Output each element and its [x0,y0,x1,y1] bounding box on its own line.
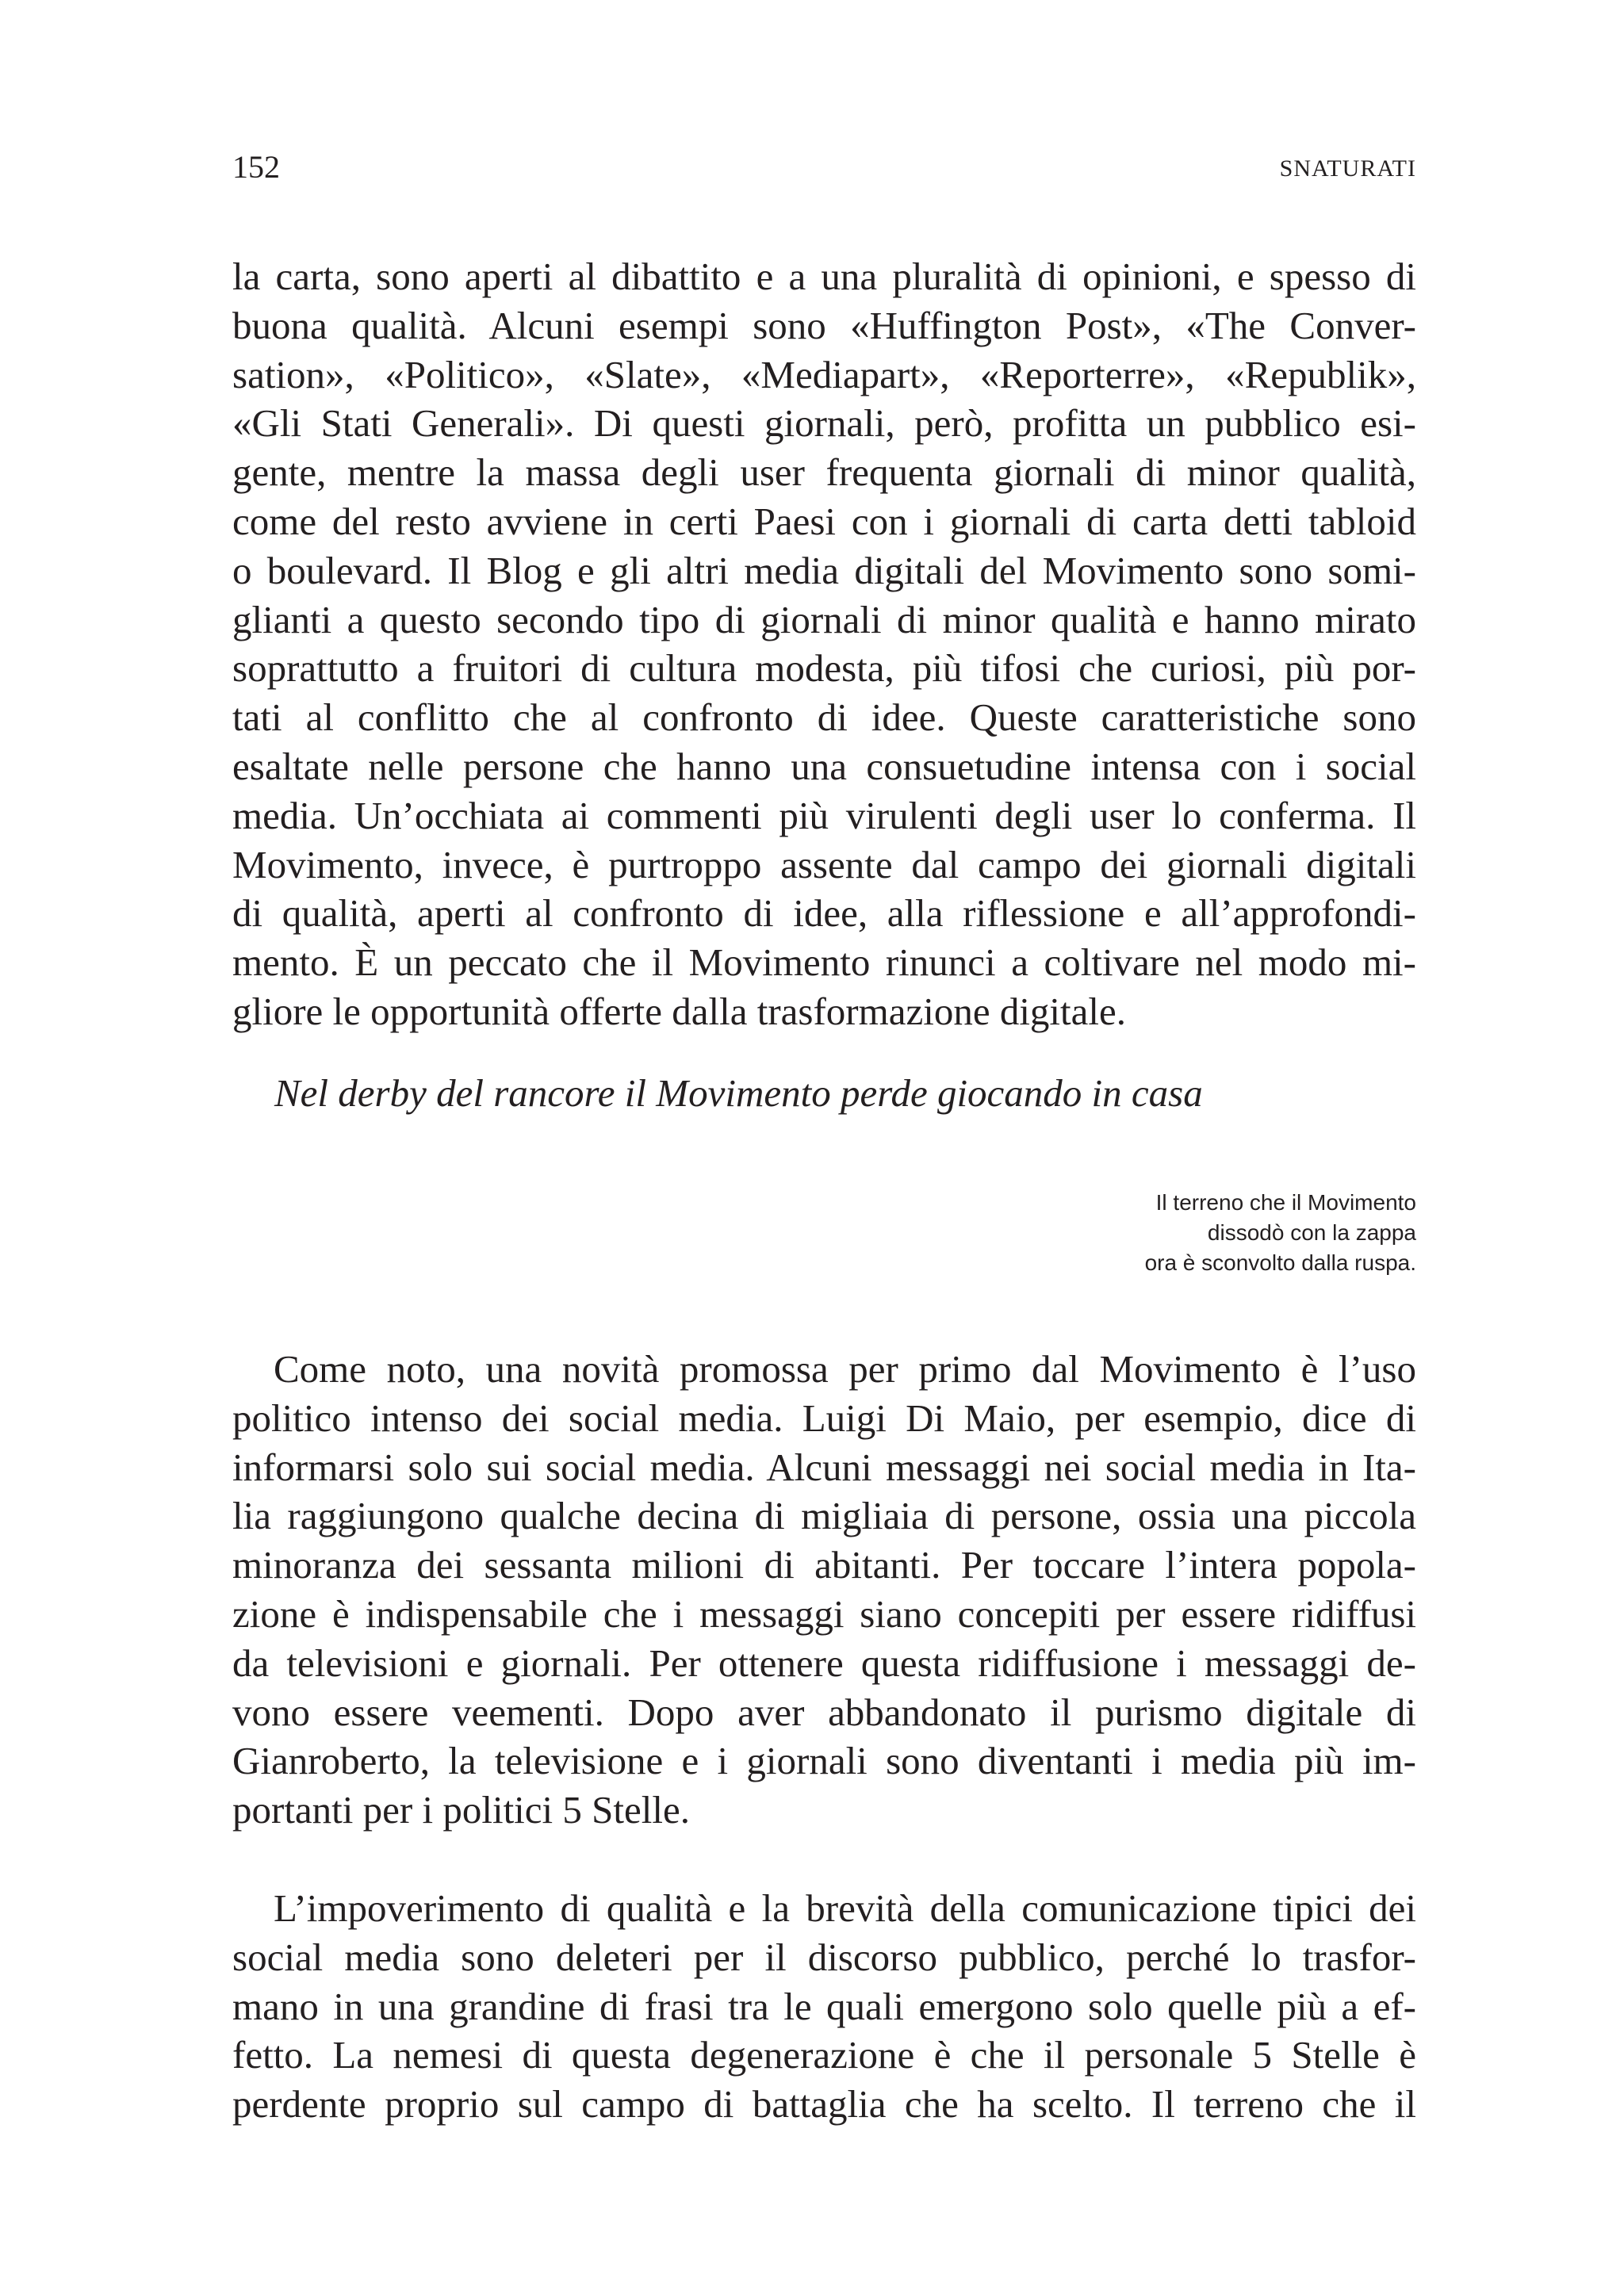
text-line: media. Un’occhiata ai commenti più virulenti degli user lo conferma. Il [232,793,1416,837]
text-line: politico intenso dei social media. Luigi Di Maio, per esempio, dice di [232,1395,1416,1440]
paragraph-1 [232,252,1416,1036]
text-line: L’impoverimento di qualità e la brevità della comunicazione tipici dei [274,1886,1416,1930]
epigraph-line: ora è sconvolto dalla ruspa. [1144,1250,1416,1275]
text-line: sation», «Politico», «Slate», «Mediapart», «Reporterre», «Republik», [232,352,1416,396]
epigraph-line: Il terreno che il Movimento [1155,1190,1416,1215]
book-title: SNATURATI [1279,155,1416,182]
text-line: gliore le opportunità offerte dalla trasformazione digitale. [232,989,1127,1033]
text-line: vono essere veementi. Dopo aver abbandonato il purismo digitale di [232,1690,1416,1734]
text-line: portanti per i politici 5 Stelle. [232,1788,690,1832]
text-line: tati al conflitto che al confronto di idee. Queste caratteristiche sono [232,695,1416,740]
section-heading: Nel derby del rancore il Movimento perde giocando in casa [274,1071,1203,1115]
text-line: o boulevard. Il Blog e gli altri media digitali del Movimento sono somi- [232,548,1416,592]
text-line: «Gli Stati Generali». Di questi giornali, però, profitta un pubblico esi- [232,401,1416,446]
text-line: soprattutto a fruitori di cultura modesta, più tifosi che curiosi, più por- [232,646,1416,691]
epigraph [1145,1188,1416,1278]
text-line: come del resto avviene in certi Paesi con i giornali di carta detti tabloid [232,499,1416,543]
text-line: mano in una grandine di frasi tra le quali emergono solo quelle più a ef- [232,1984,1416,2028]
text-line: Come noto, una novità promossa per primo dal Movimento è l’uso [274,1347,1416,1391]
text-line: zione è indispensabile che i messaggi siano concepiti per essere ridiffusi [232,1591,1416,1636]
epigraph-line: dissodò con la zappa [1207,1220,1416,1245]
text-line: informarsi solo sui social media. Alcuni messaggi nei social media in Ita- [232,1445,1416,1489]
text-line: buona qualità. Alcuni esempi sono «Huffington Post», «The Conver- [232,303,1416,347]
text-line: esaltate nelle persone che hanno una consuetudine intensa con i social [232,744,1416,788]
text-line: minoranza dei sessanta milioni di abitanti. Per toccare l’intera popola- [232,1543,1416,1587]
text-line: perdente proprio sul campo di battaglia che ha scelto. Il terreno che il [232,2082,1416,2127]
paragraph-3 [232,1884,1416,2129]
text-line: social media sono deleteri per il discorso pubblico, perché lo trasfor- [232,1935,1416,1979]
text-line: Movimento, invece, è purtroppo assente dal campo dei giornali digitali [232,842,1416,886]
text-line: di qualità, aperti al confronto di idee, alla riflessione e all’approfondi- [232,891,1416,936]
paragraph-2 [232,1345,1416,1835]
text-line: mento. È un peccato che il Movimento rinunci a coltivare nel modo mi- [232,940,1416,985]
text-line: Gianroberto, la televisione e i giornali sono diventanti i media più im- [232,1739,1416,1783]
text-line: lia raggiungono qualche decina di migliaia di persone, ossia una piccola [232,1494,1416,1538]
text-line: da televisioni e giornali. Per ottenere questa ridiffusione i messaggi de- [232,1640,1416,1685]
text-line: la carta, sono aperti al dibattito e a una pluralità di opinioni, e spesso di [232,255,1416,298]
text-line: fetto. La nemesi di questa degenerazione è che il personale 5 Stelle è [232,2033,1416,2077]
text-line: glianti a questo secondo tipo di giornali di minor qualità e hanno mirato [232,597,1416,641]
running-head [232,147,1416,187]
page-number: 152 [232,149,280,185]
text-line: gente, mentre la massa degli user frequenta giornali di minor qualità, [232,450,1416,495]
